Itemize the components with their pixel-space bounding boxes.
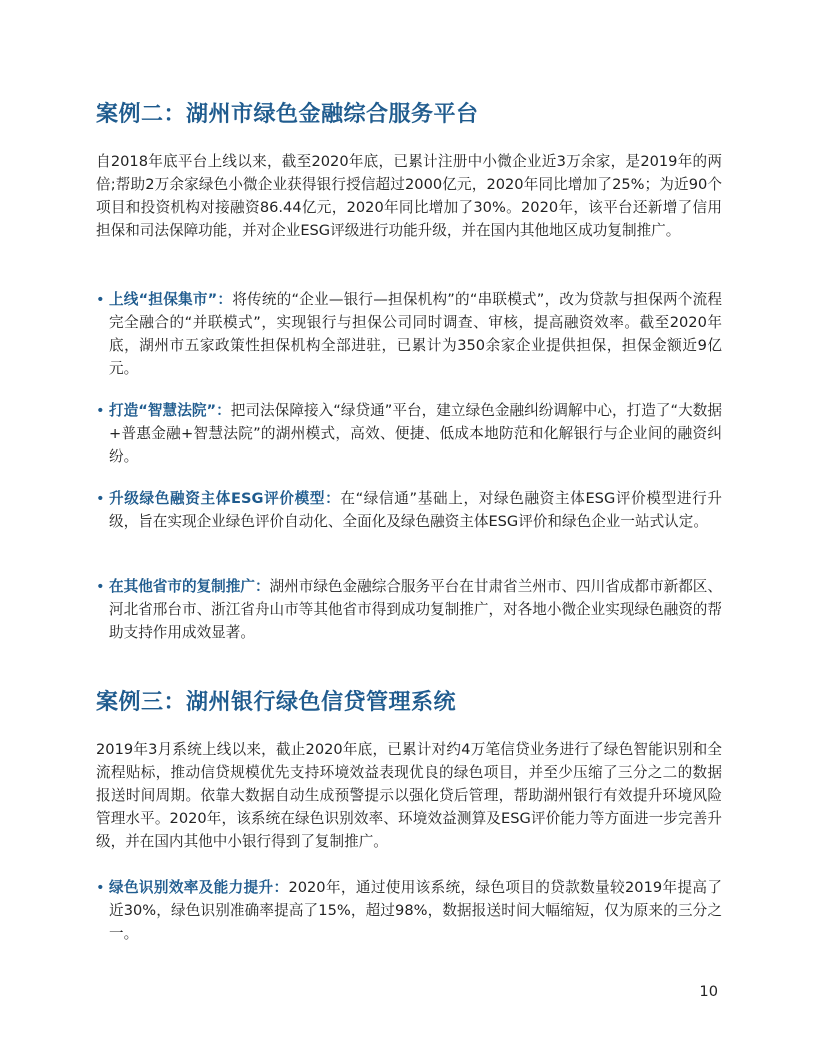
page-number: 10 [699, 983, 718, 1000]
case2-bullet-esg-model [96, 487, 722, 533]
bullet-text [109, 487, 722, 533]
case3-bullet-green-recognition [96, 876, 722, 945]
bullet-text [109, 288, 722, 380]
case2-intro-paragraph: 自2018年底平台上线以来，截至2020年底，已累计注册中小微企业近3万余家，是2019年的两倍;帮助2万余家绿色小微企业获得银行授信超过2000亿元，2020年同比增加了25%；为近90个项目和投资机构对接融资86.44亿元，2020年同比增加了30%。2020年，该平台还新增了信用担保和司法保障功能，并对企业ESG评级进行功能升级，并在国内其他地区成功复制推广。 [96, 153, 722, 239]
bullet-dot-icon: • [96, 879, 105, 896]
bullet-label: 上线“担保集市”： [109, 291, 233, 308]
case2-heading: 案例二：湖州市绿色金融综合服务平台 [96, 102, 479, 127]
bullet-label: 升级绿色融资主体ESG评价模型： [109, 490, 341, 507]
bullet-body: 2020年，通过使用该系统，绿色项目的贷款数量较2019年提高了近30%，绿色识别准确率提高了15%，超过98%，数据报送时间大幅缩短，仅为原来的三分之一。 [109, 879, 722, 942]
case2-bullet-replication [96, 575, 722, 644]
bullet-label: 绿色识别效率及能力提升： [109, 879, 289, 896]
bullet-text [109, 876, 722, 945]
case3-heading: 案例三：湖州银行绿色信贷管理系统 [96, 690, 457, 715]
bullet-body: 湖州市绿色金融综合服务平台在甘肃省兰州市、四川省成都市新都区、河北省邢台市、浙江省舟山市等其他省市得到成功复制推广，对各地小微企业实现绿色融资的帮助支持作用成效显著。 [109, 578, 722, 641]
bullet-body: 把司法保障接入“绿贷通”平台，建立绿色金融纠纷调解中心，打造了“大数据+普惠金融+智慧法院”的湖州模式，高效、便捷、低成本地防范和化解银行与企业间的融资纠纷。 [109, 402, 723, 465]
bullet-text [109, 575, 722, 644]
bullet-text [109, 399, 722, 468]
bullet-dot-icon: • [96, 578, 105, 595]
bullet-dot-icon: • [96, 402, 105, 419]
case2-bullet-smart-court [96, 399, 722, 468]
bullet-body: 将传统的“企业—银行—担保机构”的“串联模式”，改为贷款与担保两个流程完全融合的“并联模式”，实现银行与担保公司同时调查、审核，提高融资效率。截至2020年底，湖州市五家政策性担保机构全部进驻，已累计为350余家企业提供担保，担保金额近9亿元。 [109, 291, 723, 377]
bullet-label: 打造“智慧法院”： [109, 402, 231, 419]
bullet-label: 在其他省市的复制推广： [109, 578, 270, 595]
bullet-dot-icon: • [96, 291, 105, 308]
bullet-body: 在“绿信通”基础上，对绿色融资主体ESG评价模型进行升级，旨在实现企业绿色评价自动化、全面化及绿色融资主体ESG评价和绿色企业一站式认定。 [109, 490, 722, 530]
case2-bullet-guarantee-market [96, 288, 722, 380]
case3-intro-paragraph: 2019年3月系统上线以来，截止2020年底，已累计对约4万笔信贷业务进行了绿色智能识别和全流程贴标，推动信贷规模优先支持环境效益表现优良的绿色项目，并至少压缩了三分之二的数据报送时间周期。依靠大数据自动生成预警提示以强化贷后管理，帮助湖州银行有效提升环境风险管理水平。2020年，该系统在绿色识别效率、环境效益测算及ESG评价能力等方面进一步完善升级，并在国内其他中小银行得到了复制推广。 [96, 741, 722, 850]
bullet-dot-icon: • [96, 490, 105, 507]
